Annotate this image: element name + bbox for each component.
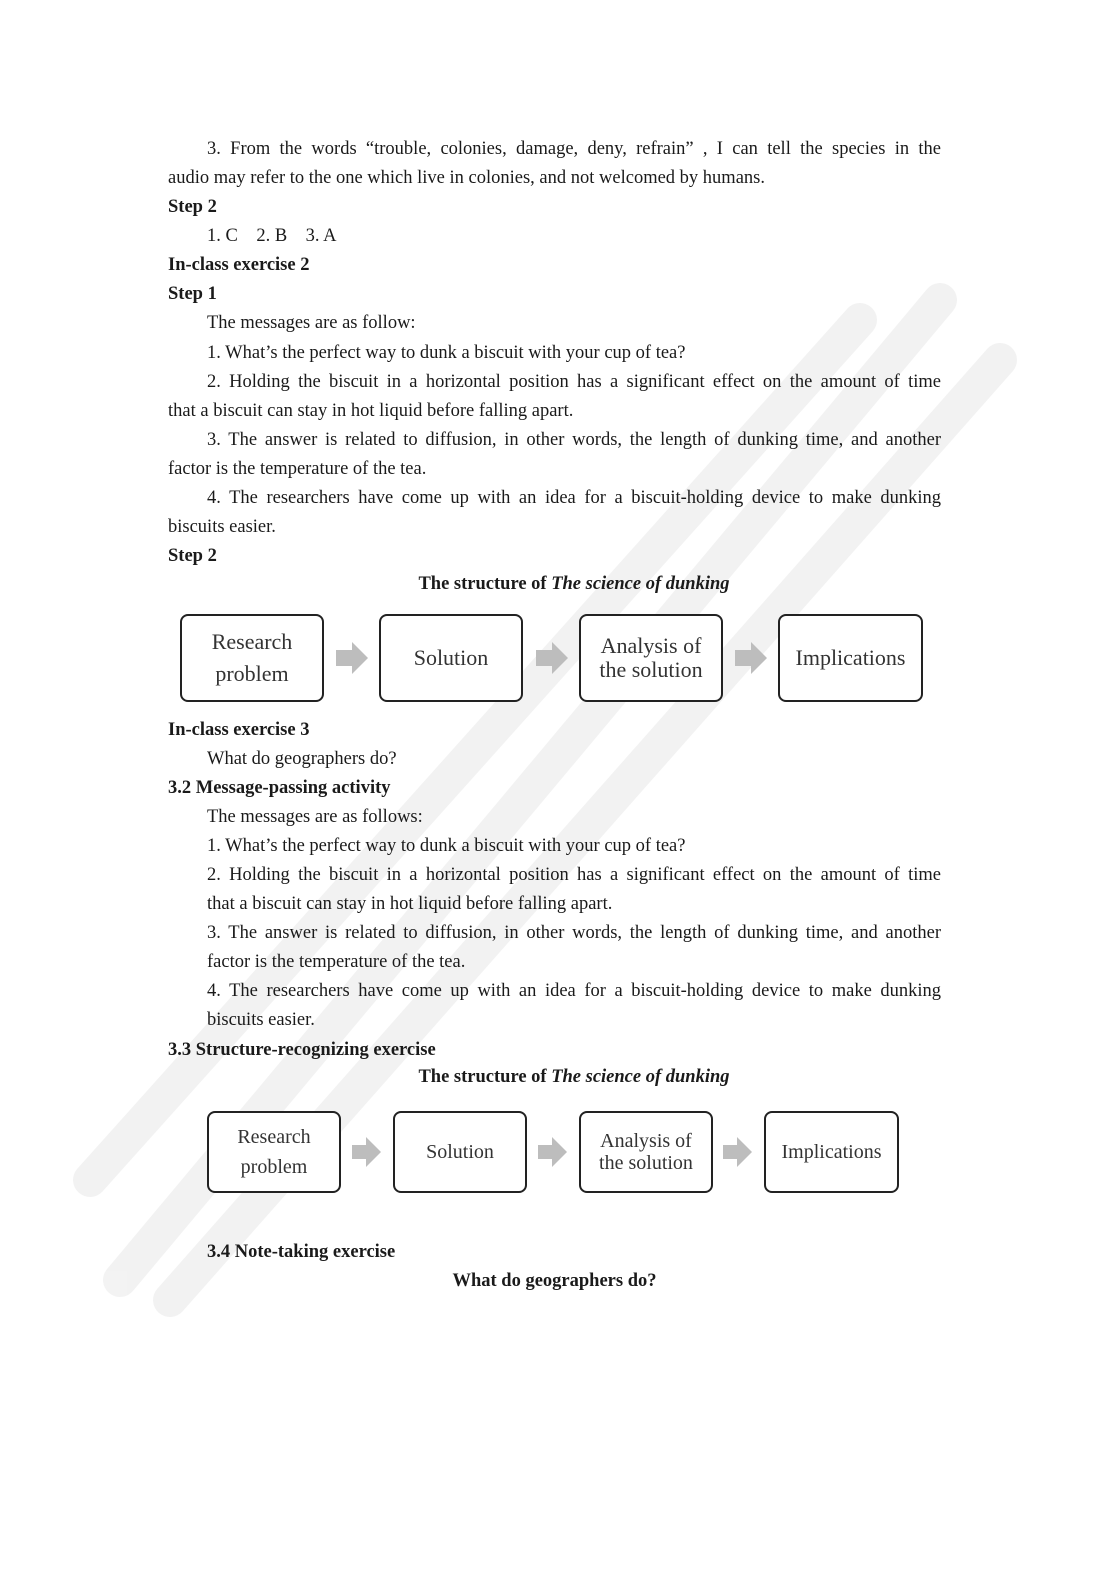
box-line: the solution: [599, 1152, 693, 1174]
diagram-2-title: [168, 1067, 980, 1088]
section-3-2-message-3-line1: 3. The answer is related to diffusion, in other words, the length of dunking time, and another: [207, 923, 941, 943]
diagram-1-box-implications: Implications: [778, 614, 923, 702]
section-3-2-message-3-line2: factor is the temperature of the tea.: [207, 952, 466, 972]
box-line: the solution: [599, 657, 703, 682]
box-line: problem: [240, 1156, 308, 1178]
answer-paragraph-3-line1: 3. From the words “trouble, colonies, damage, deny, refrain” , I can tell the species in the: [207, 139, 941, 159]
diagram-2-title-prefix: The structure of: [418, 1067, 552, 1087]
message-1: 1. What’s the perfect way to dunk a biscuit with your cup of tea?: [207, 343, 686, 363]
diagram-1-box-analysis: [579, 614, 723, 702]
section-3-2-message-1: 1. What’s the perfect way to dunk a biscuit with your cup of tea?: [207, 836, 686, 856]
section-3-4-title: What do geographers do?: [452, 1271, 657, 1291]
messages-intro: The messages are as follow:: [207, 313, 416, 333]
step-1-heading: Step 1: [168, 284, 217, 304]
step-2-heading: Step 2: [168, 197, 217, 217]
message-3-line2: factor is the temperature of the tea.: [168, 459, 427, 479]
message-4-line1: 4. The researchers have come up with an idea for a biscuit-holding device to make dunking: [207, 488, 941, 508]
answer-paragraph-3-line2: audio may refer to the one which live in colonies, and not welcomed by humans.: [168, 168, 765, 188]
box-line: Analysis of: [600, 633, 702, 658]
message-3-line1: 3. The answer is related to diffusion, in other words, the length of dunking time, and another: [207, 430, 941, 450]
section-3-4-heading: 3.4 Note-taking exercise: [207, 1242, 396, 1262]
message-4-line2: biscuits easier.: [168, 517, 276, 537]
section-3-2-message-2-line2: that a biscuit can stay in hot liquid before falling apart.: [207, 894, 613, 914]
section-3-2-heading: 3.2 Message-passing activity: [168, 778, 391, 798]
diagram-1-box-solution: Solution: [379, 614, 523, 702]
box-line: Research: [237, 1126, 311, 1148]
arrow-right-icon: [536, 642, 570, 674]
exercise-3-question: What do geographers do?: [207, 749, 397, 769]
diagram-1-title: [168, 574, 980, 595]
section-3-2-intro: The messages are as follows:: [207, 807, 423, 827]
diagram-1-title-prefix: The structure of: [418, 574, 552, 594]
diagram-2-box-research-problem: [207, 1111, 341, 1193]
section-3-3-heading: 3.3 Structure-recognizing exercise: [168, 1040, 436, 1060]
diagram-2-box-analysis: [579, 1111, 713, 1193]
exercise-3-heading: In-class exercise 3: [168, 720, 310, 740]
section-3-2-message-2-line1: 2. Holding the biscuit in a horizontal position has a significant effect on the amount of time: [207, 865, 941, 885]
section-3-2-message-4-line1: 4. The researchers have come up with an idea for a biscuit-holding device to make dunking: [207, 981, 941, 1001]
diagram-1-box-research-problem: [180, 614, 324, 702]
arrow-right-icon: [352, 1137, 382, 1167]
diagram-2-box-implications: Implications: [764, 1111, 899, 1193]
step-2-answers: 1. C 2. B 3. A: [207, 226, 337, 246]
diagram-2-box-solution: Solution: [393, 1111, 527, 1193]
message-2-line2: that a biscuit can stay in hot liquid before falling apart.: [168, 401, 574, 421]
message-2-line1: 2. Holding the biscuit in a horizontal position has a significant effect on the amount of time: [207, 372, 941, 392]
arrow-right-icon: [336, 642, 370, 674]
box-line: Analysis of: [600, 1130, 692, 1152]
arrow-right-icon: [538, 1137, 568, 1167]
exercise-2-heading: In-class exercise 2: [168, 255, 310, 275]
diagram-1-title-italic: The science of dunking: [551, 574, 730, 594]
box-line: problem: [215, 661, 289, 686]
arrow-right-icon: [735, 642, 769, 674]
arrow-right-icon: [723, 1137, 753, 1167]
section-3-2-message-4-line2: biscuits easier.: [207, 1010, 315, 1030]
diagram-2-title-italic: The science of dunking: [551, 1067, 730, 1087]
step-2-heading-b: Step 2: [168, 546, 217, 566]
box-line: Research: [211, 629, 293, 654]
